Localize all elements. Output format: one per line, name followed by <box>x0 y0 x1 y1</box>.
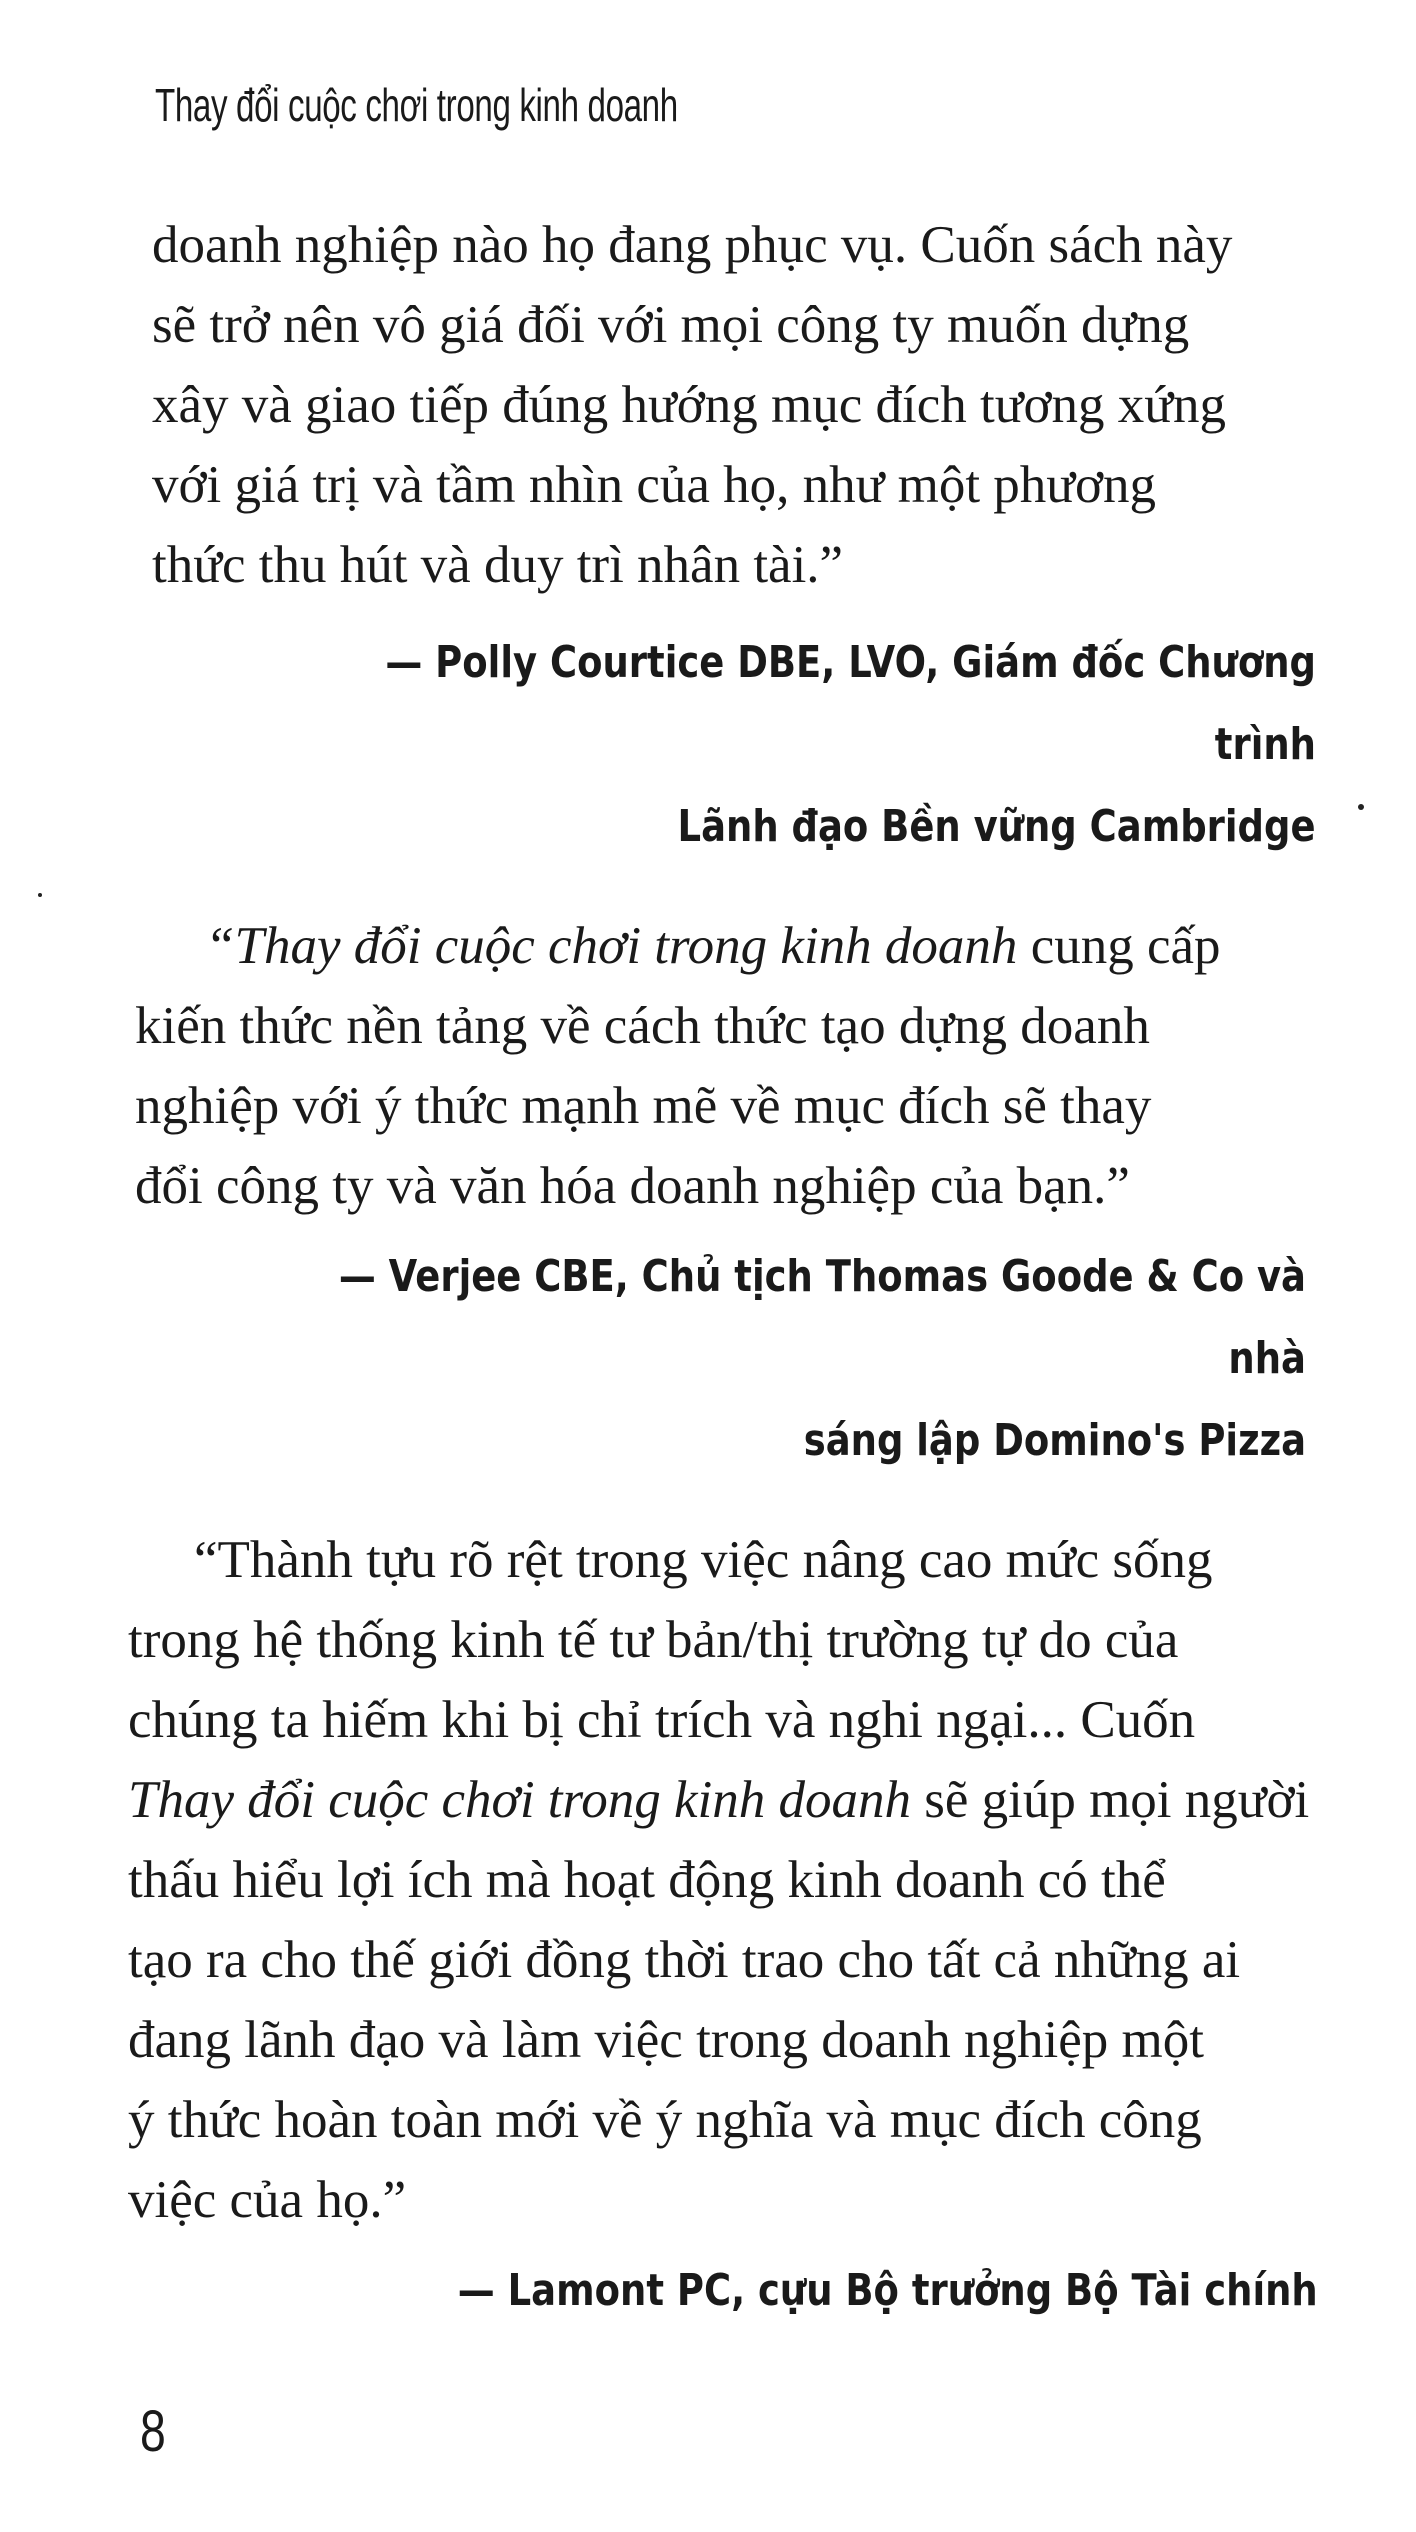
quote-1-attribution <box>116 622 1316 868</box>
quote-1-line: thức thu hút và duy trì nhân tài.” <box>152 536 844 594</box>
quote-2-first-line-rest: cung cấp <box>1017 917 1221 975</box>
quote-3 <box>128 1520 1311 2240</box>
quote-2-first-line <box>135 906 1310 986</box>
quote-3-line: tạo ra cho thế giới đồng thời trao cho tất cả những ai <box>128 1931 1241 1989</box>
quote-1 <box>152 205 1312 605</box>
quote-3-line: trong hệ thống kinh tế tư bản/thị trường tự do của <box>128 1611 1179 1669</box>
book-title-italic: Thay đổi cuộc chơi trong kinh doanh <box>234 917 1018 975</box>
quote-3-title-line <box>128 1760 1311 1840</box>
quote-1-line: doanh nghiệp nào họ đang phục vụ. Cuốn sách này <box>152 216 1233 274</box>
page-number: 8 <box>140 2399 166 2464</box>
quote-2-line: kiến thức nền tảng về cách thức tạo dựng doanh <box>135 997 1150 1055</box>
attribution-line: — Polly Courtice DBE, LVO, Giám đốc Chương trình <box>385 637 1316 770</box>
attribution-line: sáng lập Domino's Pizza <box>803 1415 1306 1466</box>
print-speck <box>38 893 42 897</box>
quote-3-line: “Thành tựu rõ rệt trong việc nâng cao mức sống <box>194 1531 1213 1589</box>
quote-3-line: đang lãnh đạo và làm việc trong doanh nghiệp một <box>128 2011 1204 2069</box>
attribution-line: — Verjee CBE, Chủ tịch Thomas Goode & Co và nhà <box>338 1251 1307 1384</box>
book-title-italic: Thay đổi cuộc chơi trong kinh doanh <box>128 1771 911 1829</box>
quote-3-title-line-rest: sẽ giúp mọi người <box>910 1771 1310 1829</box>
quote-3-attribution <box>118 2250 1318 2332</box>
quote-2-open-mark: “ <box>205 917 235 975</box>
quote-3-line: thấu hiểu lợi ích mà hoạt động kinh doanh có thể <box>128 1851 1166 1909</box>
quote-2 <box>135 906 1310 1226</box>
print-speck <box>1358 804 1364 810</box>
running-header: Thay đổi cuộc chơi trong kinh doanh <box>155 79 678 131</box>
quote-1-line: với giá trị và tầm nhìn của họ, như một phương <box>152 456 1157 514</box>
quote-1-line: xây và giao tiếp đúng hướng mục đích tương xứng <box>152 376 1226 434</box>
attribution-line: Lãnh đạo Bền vững Cambridge <box>677 801 1316 852</box>
quote-2-attribution <box>106 1236 1306 1482</box>
attribution-line: — Lamont PC, cựu Bộ trưởng Bộ Tài chính <box>458 2265 1318 2316</box>
quote-2-line: đổi công ty và văn hóa doanh nghiệp của bạn.” <box>135 1157 1130 1215</box>
quote-3-line: ý thức hoàn toàn mới về ý nghĩa và mục đích công <box>128 2091 1202 2149</box>
quote-2-line: nghiệp với ý thức mạnh mẽ về mục đích sẽ thay <box>135 1077 1152 1135</box>
quote-3-line: chúng ta hiếm khi bị chỉ trích và nghi ngại... Cuốn <box>128 1691 1196 1749</box>
quote-1-line: sẽ trở nên vô giá đối với mọi công ty muốn dựng <box>152 296 1190 354</box>
quote-3-line: việc của họ.” <box>128 2171 407 2229</box>
